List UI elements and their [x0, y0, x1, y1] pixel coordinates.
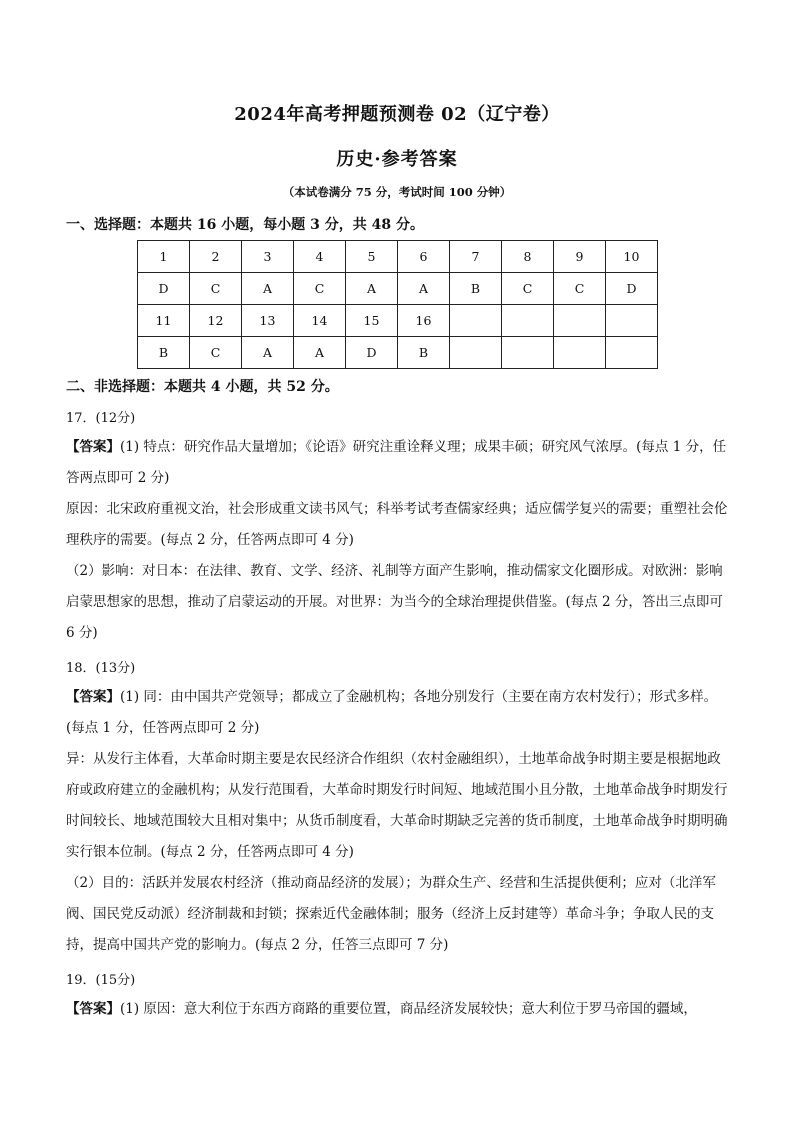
question-18-text-1: (1) 同：由中国共产党领导；都成立了金融机构；各地分别发行（主要在南方农村发行）；形式多样。(每点 1 分，任答两点即可 2 分) — [66, 689, 718, 736]
question-number-cell: 10 — [606, 241, 658, 273]
question-number-cell: 11 — [138, 305, 190, 337]
answer-cell: B — [450, 273, 502, 305]
question-number-cell: 6 — [398, 241, 450, 273]
answer-cell — [606, 337, 658, 369]
question-19-number: 19．(15分) — [66, 973, 136, 988]
question-number-cell — [554, 305, 606, 337]
question-number-cell: 16 — [398, 305, 450, 337]
question-number-cell: 13 — [242, 305, 294, 337]
answer-cell: B — [138, 337, 190, 369]
answer-table — [137, 240, 658, 369]
question-number-cell — [450, 305, 502, 337]
answer-cell: D — [346, 337, 398, 369]
question-19-text-1: (1) 原因：意大利位于东西方商路的重要位置，商品经济发展较快；意大利位于罗马帝国的疆域， — [120, 1001, 697, 1017]
question-18-number: 18．(13分) — [66, 661, 136, 676]
question-number-cell: 8 — [502, 241, 554, 273]
question-number-cell: 4 — [294, 241, 346, 273]
answer-table-row — [138, 273, 658, 305]
answer-cell: A — [242, 273, 294, 305]
question-number-cell — [502, 305, 554, 337]
question-17-answer-1 — [66, 432, 730, 494]
question-number-cell: 5 — [346, 241, 398, 273]
answer-label: 【答案】 — [66, 439, 120, 455]
answer-table-row — [138, 305, 658, 337]
question-17-number: 17．(12分) — [66, 411, 136, 426]
question-number-cell: 3 — [242, 241, 294, 273]
question-number-cell: 9 — [554, 241, 606, 273]
question-number-cell: 12 — [190, 305, 242, 337]
answer-cell: B — [398, 337, 450, 369]
question-number-cell: 15 — [346, 305, 398, 337]
question-number-cell — [606, 305, 658, 337]
answer-cell: C — [190, 273, 242, 305]
answer-table-row — [138, 337, 658, 369]
answer-cell: A — [398, 273, 450, 305]
answer-cell — [450, 337, 502, 369]
answer-cell: C — [294, 273, 346, 305]
exam-note: （本试卷满分 75 分，考试时间 100 分钟） — [282, 185, 512, 199]
question-number-cell: 7 — [450, 241, 502, 273]
section-heading-choice: 一、选择题：本题共 16 小题，每小题 3 分，共 48 分。 — [66, 217, 424, 233]
section-heading-nonchoice: 二、非选择题：本题共 4 小题，共 52 分。 — [66, 379, 339, 395]
answer-cell: C — [502, 273, 554, 305]
question-number-cell: 1 — [138, 241, 190, 273]
question-18-answer-1 — [66, 682, 730, 744]
answer-cell: A — [242, 337, 294, 369]
question-18-answer-3: （2）目的：活跃并发展农村经济（推动商品经济的发展）；为群众生产、经营和生活提供便利；应对（北洋军阀、国民党反动派）经济制裁和封锁；探索近代金融体制；服务（经济上反封建等）革命斗争；争取人民的支持，提高中国共产党的影响力。(每点 2 分，任答三点即可 7 分) — [66, 875, 716, 953]
answer-cell — [554, 337, 606, 369]
question-17-text-1: (1) 特点：研究作品大量增加；《论语》研究注重诠释义理；成果丰硕；研究风气浓厚。(每点 1 分，任答两点即可 2 分) — [66, 439, 727, 486]
answer-table-row — [138, 241, 658, 273]
answer-cell: C — [190, 337, 242, 369]
question-number-cell: 14 — [294, 305, 346, 337]
question-18-answer-2: 异：从发行主体看，大革命时期主要是农民经济合作组织（农村金融组织），土地革命战争时期主要是根据地政府或政府建立的金融机构；从发行范围看，大革命时期发行时间短、地域范围小且分散，土地革命战争时期发行时间较长、地域范围较大且相对集中；从货币制度看，大革命时期缺乏完善的货币制度，土地革命战争时期明确实行银本位制。(每点 2 分，任答两点即可 4 分) — [66, 751, 728, 860]
answer-cell: A — [294, 337, 346, 369]
answer-label: 【答案】 — [66, 689, 120, 705]
answer-label: 【答案】 — [66, 1001, 120, 1017]
question-19-answer-1 — [66, 994, 730, 1025]
page-title: 2024年高考押题预测卷 02（辽宁卷） — [234, 104, 560, 125]
answer-cell: A — [346, 273, 398, 305]
answer-cell: D — [138, 273, 190, 305]
answer-cell — [502, 337, 554, 369]
question-number-cell: 2 — [190, 241, 242, 273]
answer-cell: D — [606, 273, 658, 305]
answer-cell: C — [554, 273, 606, 305]
question-17-answer-2: 原因：北宋政府重视文治，社会形成重文读书风气；科举考试考查儒家经典；适应儒学复兴的需要；重塑社会伦理秩序的需要。(每点 2 分，任答两点即可 4 分) — [66, 501, 728, 548]
page-subtitle: 历史·参考答案 — [336, 149, 458, 170]
question-17-answer-3: （2）影响：对日本：在法律、教育、文学、经济、礼制等方面产生影响，推动儒家文化圈形成。对欧洲：影响启蒙思想家的思想，推动了启蒙运动的开展。对世界：为当今的全球治理提供借鉴。(每点 2 分，答出三点即可 6 分) — [66, 563, 723, 641]
